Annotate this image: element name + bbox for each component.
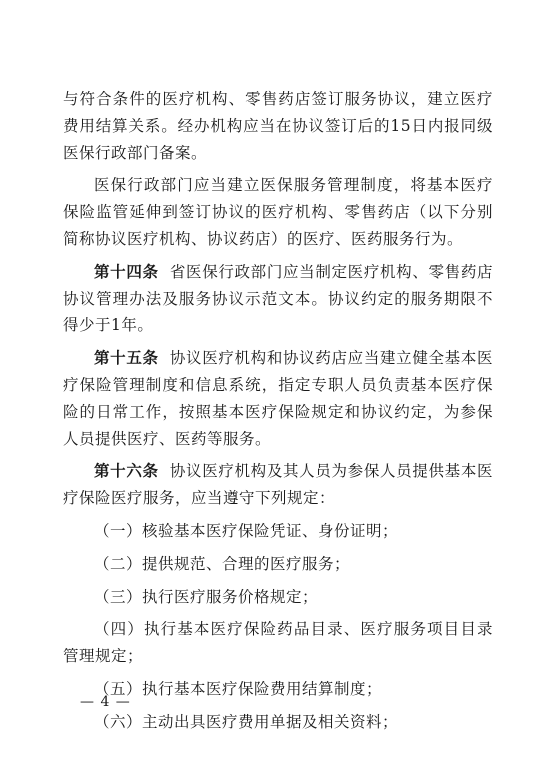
article-heading: 第十五条 (94, 349, 159, 368)
page-number: — 4 — (80, 694, 131, 710)
article-paragraph (63, 345, 493, 452)
list-item (63, 616, 493, 670)
paragraph-text: 协议医疗机构及其人员为参保人员提供基本医疗保险医疗服务，应当遵守下列规定： (63, 462, 493, 508)
article-heading: 第十四条 (94, 262, 159, 281)
list-item (63, 518, 493, 545)
paragraph (63, 86, 493, 166)
list-item-text: （一）核验基本医疗保险凭证、身份证明； (94, 521, 399, 540)
list-item-text: （五）执行基本医疗保险费用结算制度； (94, 679, 383, 698)
list-item-text: （四）执行基本医疗保险药品目录、医疗服务项目目录管理规定； (63, 620, 493, 666)
list-item-text: （二）提供规范、合理的医疗服务； (94, 554, 351, 573)
paragraph-text: 省医保行政部门应当制定医疗机构、零售药店协议管理办法及服务协议示范文本。协议约定的服务期限不得少于1年。 (63, 262, 493, 335)
list-item (63, 551, 493, 578)
article-paragraph (63, 458, 493, 512)
paragraph (63, 172, 493, 252)
paragraph-text: 医保行政部门应当建立医保服务管理制度，将基本医疗保险监管延伸到签订协议的医疗机构、零售药店（以下分别简称协议医疗机构、协议药店）的医疗、医药服务行为。 (63, 176, 493, 248)
article-heading: 第十六条 (94, 462, 159, 481)
paragraph-text: 协议医疗机构和协议药店应当建立健全基本医疗保险管理制度和信息系统，指定专职人员负责基本医疗保险的日常工作，按照基本医疗保险规定和协议约定，为参保人员提供医疗、医药等服务。 (63, 349, 493, 448)
article-paragraph (63, 259, 493, 339)
paragraph-text: 与符合条件的医疗机构、零售药店签订服务协议，建立医疗费用结算关系。经办机构应当在协议签订后的15日内报同级医保行政部门备案。 (63, 90, 493, 162)
list-item-text: （三）执行医疗服务价格规定； (94, 587, 319, 606)
document-body (63, 86, 493, 736)
list-item (63, 709, 493, 736)
list-item (63, 584, 493, 611)
list-item-text: （六）主动出具医疗费用单据及相关资料； (94, 712, 399, 731)
